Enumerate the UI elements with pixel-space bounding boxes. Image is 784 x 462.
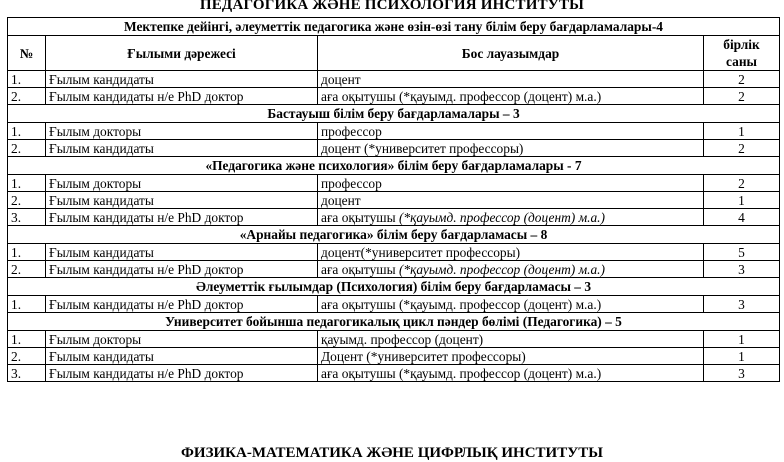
row-count: 3: [704, 296, 780, 313]
header-count-line2: саны: [726, 54, 757, 69]
row-position-text: аға оқытушы (*қауымд. профессор (доцент) м.а.): [321, 88, 602, 104]
row-position-text: доцент(*университет профессоры): [321, 244, 521, 260]
row-position-text: профессор: [321, 175, 382, 191]
row-position-text: доцент: [321, 192, 361, 208]
row-degree: Ғылым докторы: [46, 175, 318, 192]
row-number: 2.: [8, 140, 46, 157]
vacancies-table: [7, 17, 780, 382]
row-position: [318, 71, 704, 88]
row-count: 2: [704, 175, 780, 192]
row-count: 1: [704, 192, 780, 209]
row-position: [318, 261, 704, 278]
column-header-row: [8, 36, 780, 71]
row-number: 2.: [8, 88, 46, 105]
row-position: [318, 192, 704, 209]
header-count-line1: бірлік: [723, 37, 760, 52]
row-position: [318, 88, 704, 105]
document-title: ПЕДАГОГИКА ЖӘНЕ ПСИХОЛОГИЯ ИНСТИТУТЫ: [199, 0, 585, 13]
header-degree: Ғылыми дәрежесі: [46, 36, 318, 71]
row-degree: Ғылым кандидаты: [46, 192, 318, 209]
row-degree: Ғылым кандидаты н/е PhD доктор: [46, 209, 318, 226]
row-degree: Ғылым кандидаты н/е PhD доктор: [46, 365, 318, 382]
row-position-text: профессор: [321, 123, 382, 139]
row-number: 1.: [8, 244, 46, 261]
row-position-text: аға оқытушы: [321, 209, 399, 225]
vacancies-table-body: [8, 18, 780, 382]
section-heading: «Педагогика және психология» білім беру бағдарламалары - 7: [8, 157, 780, 175]
section-heading-row: [8, 278, 780, 296]
row-count: 4: [704, 209, 780, 226]
row-count: 5: [704, 244, 780, 261]
row-position: [318, 123, 704, 140]
row-position-note: (*қауымд. профессор (доцент) м.а.): [398, 209, 605, 225]
row-count: 2: [704, 88, 780, 105]
row-count: 3: [704, 365, 780, 382]
table-row: [8, 175, 780, 192]
table-row: [8, 365, 780, 382]
row-number: 3.: [8, 209, 46, 226]
row-number: 2.: [8, 192, 46, 209]
section-heading: Университет бойынша педагогикалық цикл пәндер бөлімі (Педагогика) – 5: [8, 313, 780, 331]
row-number: 1.: [8, 296, 46, 313]
row-degree: Ғылым кандидаты н/е PhD доктор: [46, 261, 318, 278]
row-degree: Ғылым кандидаты: [46, 71, 318, 88]
row-position: [318, 244, 704, 261]
row-number: 3.: [8, 365, 46, 382]
row-position: [318, 140, 704, 157]
table-row: [8, 261, 780, 278]
row-number: 1.: [8, 331, 46, 348]
table-row: [8, 244, 780, 261]
table-row: [8, 331, 780, 348]
table-row: [8, 88, 780, 105]
row-position-text: аға оқытушы: [321, 261, 399, 277]
row-degree: Ғылым докторы: [46, 331, 318, 348]
section-heading-row: [8, 157, 780, 175]
row-degree: Ғылым докторы: [46, 123, 318, 140]
row-number: 1.: [8, 175, 46, 192]
header-position: Бос лауазымдар: [318, 36, 704, 71]
header-num: №: [8, 36, 46, 71]
row-position-text: аға оқытушы (*қауымд. профессор (доцент) м.а.): [321, 365, 602, 381]
table-row: [8, 123, 780, 140]
row-degree: Ғылым кандидаты: [46, 244, 318, 261]
table-row: [8, 209, 780, 226]
section-heading: «Арнайы педагогика» білім беру бағдарламасы – 8: [8, 226, 780, 244]
section-heading: Әлеуметтік ғылымдар (Психология) білім беру бағдарламасы – 3: [8, 278, 780, 296]
section-heading-row: [8, 226, 780, 244]
row-position-text: қауымд. профессор (доцент): [321, 331, 484, 347]
table-row: [8, 140, 780, 157]
row-count: 2: [704, 140, 780, 157]
row-position: [318, 209, 704, 226]
row-count: 1: [704, 348, 780, 365]
row-position: [318, 296, 704, 313]
section-heading-row: [8, 18, 780, 36]
row-position: [318, 348, 704, 365]
row-count: 1: [704, 123, 780, 140]
row-count: 2: [704, 71, 780, 88]
row-count: 3: [704, 261, 780, 278]
row-position-text: доцент: [321, 71, 361, 87]
row-degree: Ғылым кандидаты: [46, 140, 318, 157]
row-position: [318, 365, 704, 382]
table-row: [8, 71, 780, 88]
header-count: [704, 36, 780, 71]
section-heading-row: [8, 105, 780, 123]
row-position: [318, 331, 704, 348]
row-number: 1.: [8, 123, 46, 140]
row-position: [318, 175, 704, 192]
row-number: 2.: [8, 261, 46, 278]
table-row: [8, 192, 780, 209]
table-row: [8, 348, 780, 365]
next-institute-title: ФИЗИКА-МАТЕМАТИКА ЖӘНЕ ЦИФРЛЫҚ ИНСТИТУТЫ: [181, 445, 603, 461]
section-heading: Бастауыш білім беру бағдарламалары – 3: [8, 105, 780, 123]
row-number: 2.: [8, 348, 46, 365]
row-position-text: доцент (*университет профессоры): [321, 140, 524, 156]
row-degree: Ғылым кандидаты н/е PhD доктор: [46, 296, 318, 313]
row-position-note: (*қауымд. профессор (доцент) м.а.): [398, 261, 605, 277]
section-heading-row: [8, 313, 780, 331]
row-degree: Ғылым кандидаты н/е PhD доктор: [46, 88, 318, 105]
row-count: 1: [704, 331, 780, 348]
row-degree: Ғылым кандидаты: [46, 348, 318, 365]
table-row: [8, 296, 780, 313]
row-number: 1.: [8, 71, 46, 88]
row-position-text: аға оқытушы (*қауымд. профессор (доцент) м.а.): [321, 296, 602, 312]
section-heading: Мектепке дейінгі, әлеуметтік педагогика және өзін-өзі тану білім беру бағдарламалары-4: [8, 18, 780, 36]
row-position-text: Доцент (*университет профессоры): [321, 348, 526, 364]
